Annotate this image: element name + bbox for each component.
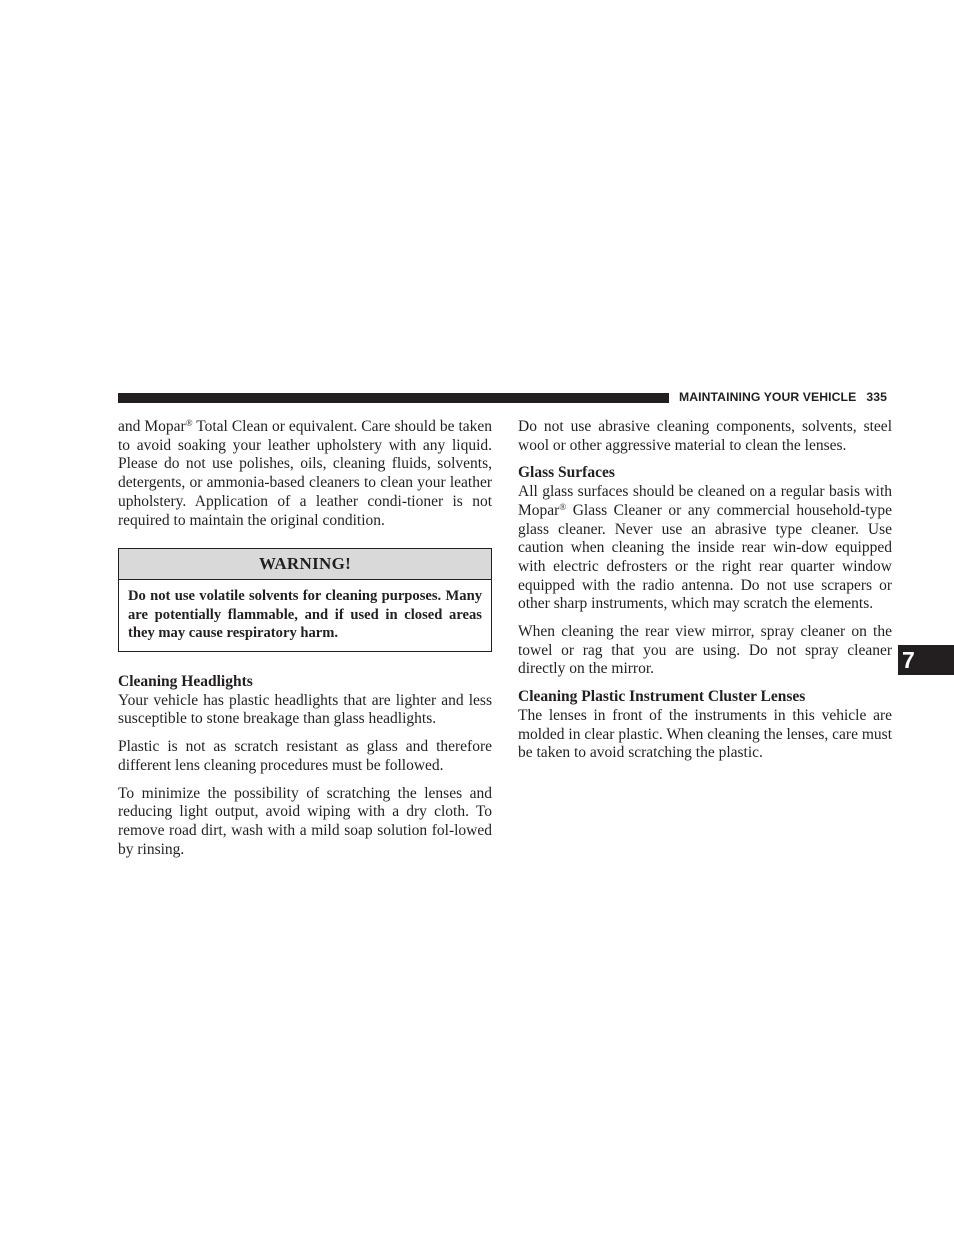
page-number: 335 xyxy=(866,390,887,404)
intro-text-end: Total Clean or equivalent. Care should be taken to avoid soaking your leather upholstery with any liquid. Please do not use polishes, oils, cleaning fluids, solvents, detergents, or ammonia-based cleaners to clean your leather upholstery. Application of a leather condi-tioner is not required to maintain the original condition. xyxy=(118,418,493,529)
glass-paragraph xyxy=(518,483,892,614)
running-header xyxy=(679,390,891,405)
leather-intro-paragraph xyxy=(118,418,492,530)
cluster-paragraph: The lenses in front of the instruments in this vehicle are molded in clear plastic. When cleaning the lenses, care must be taken to avoid scratching the plastic. xyxy=(518,706,892,762)
registered-mark: ® xyxy=(185,418,193,428)
section-title: MAINTAINING YOUR VEHICLE xyxy=(679,390,857,404)
left-column xyxy=(118,418,492,868)
glass-text-start: All glass surfaces should be cleaned on a regular basis with Mopar xyxy=(518,483,892,519)
header-rule xyxy=(118,393,669,403)
headlights-heading: Cleaning Headlights xyxy=(118,673,253,690)
headlights-paragraph-2: Plastic is not as scratch resistant as glass and therefore different lens cleaning procedures must be followed. xyxy=(118,738,492,774)
glass-text-end: Glass Cleaner or any commercial household-type glass cleaner. Never use an abrasive type cleaner. Use caution when cleaning the inside rear win-dow equipped with electric defrosters or the right rear quarter window equipped with the radio antenna. Do not use scrapers or other sharp instruments, which may scratch the elements. xyxy=(518,501,892,613)
intro-text-start: and Mopar xyxy=(118,418,186,435)
registered-mark: ® xyxy=(559,501,567,512)
warning-text: Do not use volatile solvents for cleaning purposes. Many are potentially flammable, and if used in closed areas they may cause respiratory harm. xyxy=(128,588,482,642)
chapter-number: 7 xyxy=(902,647,915,673)
headlights-paragraph-1: Your vehicle has plastic headlights that are lighter and less susceptible to stone breakage than glass headlights. xyxy=(118,691,492,728)
warning-box xyxy=(118,548,492,652)
mirror-paragraph: When cleaning the rear view mirror, spray cleaner on the towel or rag that you are using. Do not spray cleaner directly on the mirror. xyxy=(518,623,892,678)
cluster-heading: Cleaning Plastic Instrument Cluster Lenses xyxy=(518,688,806,706)
abrasive-paragraph: Do not use abrasive cleaning components, solvents, steel wool or other aggressive material to clean the lenses. xyxy=(518,418,892,454)
headlights-paragraph-3: To minimize the possibility of scratching the lenses and reducing light output, avoid wiping with a dry cloth. To remove road dirt, wash with a mild soap solution fol-lowed by rinsing. xyxy=(118,784,492,858)
right-column xyxy=(518,418,892,772)
warning-title: WARNING! xyxy=(119,549,491,580)
glass-heading: Glass Surfaces xyxy=(518,464,615,482)
